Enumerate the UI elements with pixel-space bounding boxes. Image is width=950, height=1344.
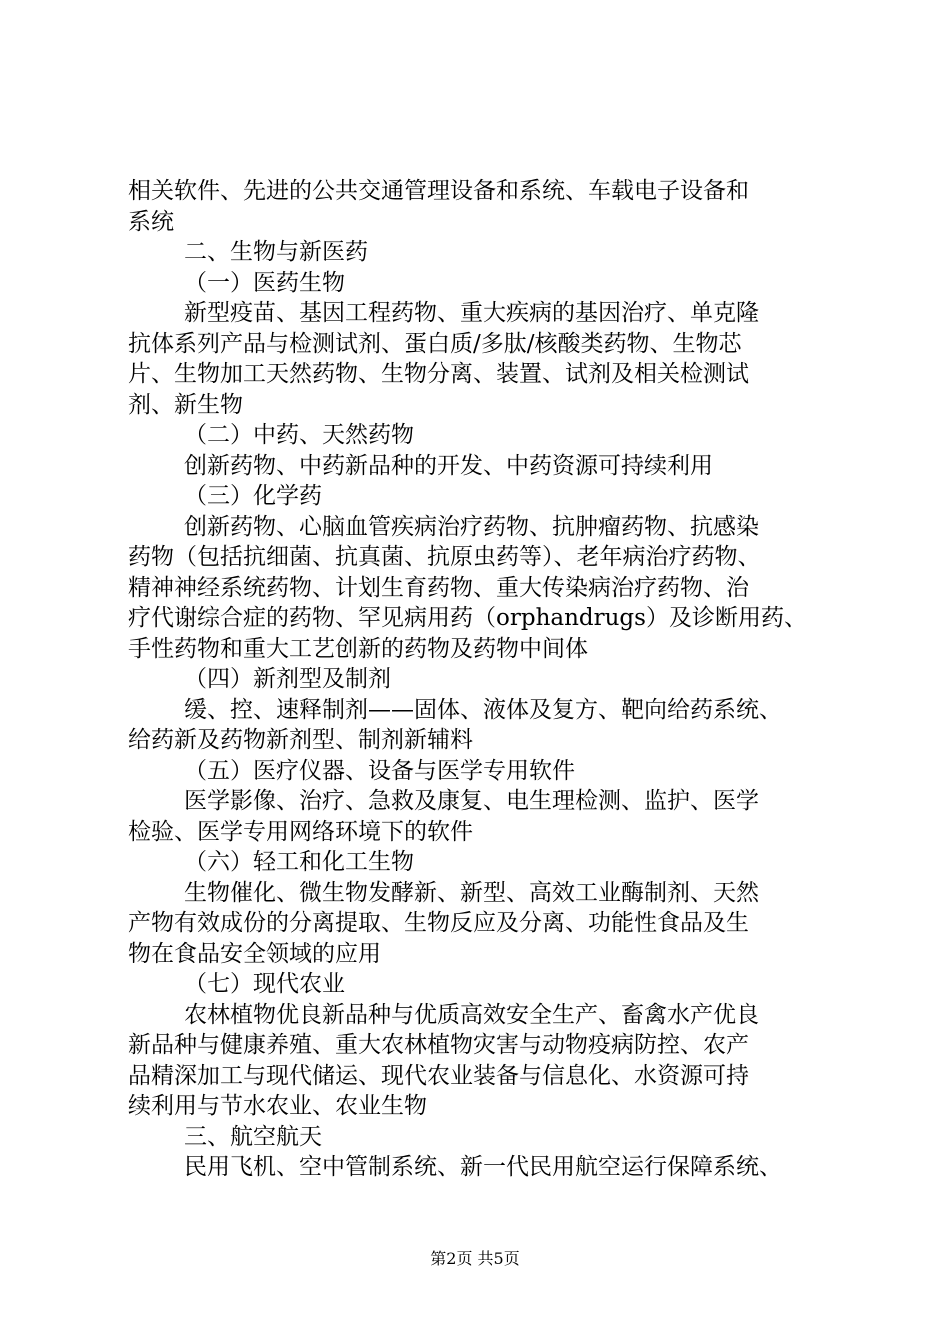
text-line: 创新药物、中药新品种的开发、中药资源可持续利用	[184, 452, 713, 479]
text-line: 医学影像、治疗、急救及康复、电生理检测、监护、医学	[184, 788, 759, 814]
text-line: 疗代谢综合症的药物、罕见病用药（orphandrugs）及诊断用药、	[128, 605, 807, 631]
text-line: 系统	[128, 208, 174, 235]
page-footer: 第2页 共5页	[430, 1249, 520, 1268]
text-line: （四）新剂型及制剂	[184, 666, 391, 692]
text-line: 品精深加工与现代储运、现代农业装备与信息化、水资源可持	[128, 1062, 749, 1089]
text-line: 缓、控、速释制剂——固体、液体及复方、靶向给药系统、	[184, 696, 782, 723]
text-line: （五）医疗仪器、设备与医学专用软件	[184, 757, 575, 784]
document-body	[128, 176, 840, 1183]
text-line: 新品种与健康养殖、重大农林植物灾害与动物疫病防控、农产	[128, 1032, 749, 1058]
text-line: 续利用与节水农业、农业生物	[128, 1093, 427, 1119]
text-line: （六）轻工和化工生物	[184, 849, 414, 875]
text-line: （七）现代农业	[184, 971, 345, 997]
text-line: 给药新及药物新剂型、制剂新辅料	[128, 727, 473, 753]
text-line: 剂、新生物	[128, 391, 243, 418]
text-line: 二、生物与新医药	[184, 239, 368, 265]
text-line: 三、航空航天	[184, 1123, 322, 1150]
text-line: 精神神经系统药物、计划生育药物、重大传染病治疗药物、治	[128, 574, 749, 601]
text-line: 农林植物优良新品种与优质高效安全生产、畜禽水产优良	[184, 1001, 759, 1028]
text-line: 产物有效成份的分离提取、生物反应及分离、功能性食品及生	[128, 910, 749, 936]
text-line: 检验、医学专用网络环境下的软件	[128, 818, 473, 845]
text-line: 抗体系列产品与检测试剂、蛋白质/多肽/核酸类药物、生物芯	[128, 330, 742, 357]
text-line: 创新药物、心脑血管疾病治疗药物、抗肿瘤药物、抗感染	[184, 513, 759, 540]
text-line: （一）医药生物	[184, 269, 345, 296]
text-line: 手性药物和重大工艺创新的药物及药物中间体	[128, 635, 588, 662]
text-line: 相关软件、先进的公共交通管理设备和系统、车载电子设备和	[128, 178, 749, 204]
text-line: 生物催化、微生物发酵新、新型、高效工业酶制剂、天然	[184, 879, 759, 906]
text-line: 片、生物加工天然药物、生物分离、装置、试剂及相关检测试	[128, 361, 749, 387]
text-line: 药物（包括抗细菌、抗真菌、抗原虫药等）、老年病治疗药物、	[128, 544, 761, 570]
text-line: 物在食品安全领域的应用	[128, 940, 381, 967]
text-line: （二）中药、天然药物	[184, 422, 414, 448]
text-line: 民用飞机、空中管制系统、新一代民用航空运行保障系统、	[184, 1154, 782, 1180]
text-line: （三）化学药	[184, 483, 322, 509]
text-line: 新型疫苗、基因工程药物、重大疾病的基因治疗、单克隆	[184, 300, 759, 326]
